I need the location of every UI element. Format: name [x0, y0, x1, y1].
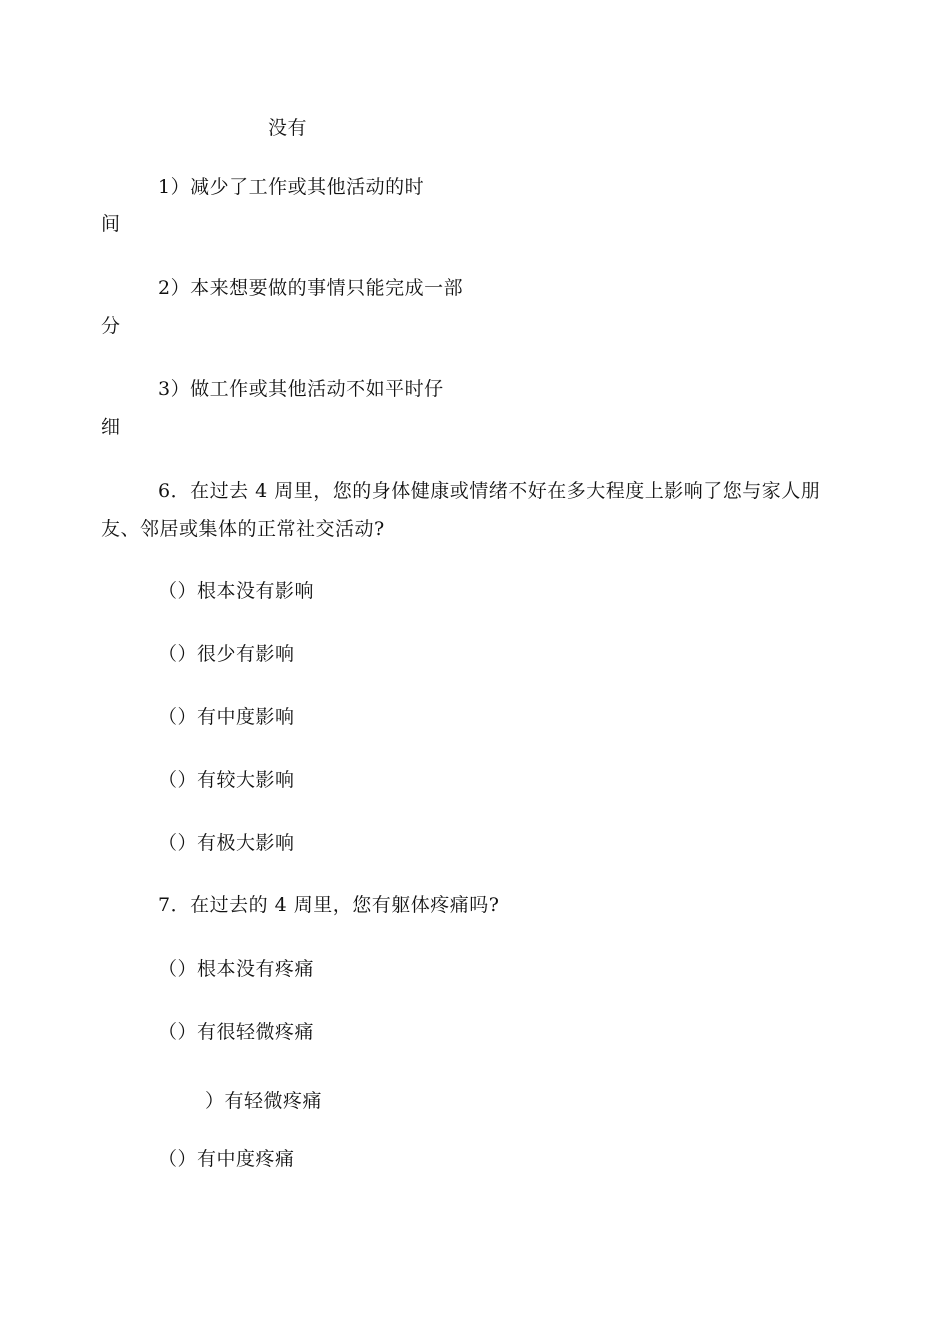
- q7-option-2[interactable]: （）有很轻微疼痛: [158, 1021, 315, 1043]
- item-3-text: 3）做工作或其他活动不如平时仔: [158, 378, 444, 400]
- q6-option-3[interactable]: （）有中度影响: [158, 706, 295, 728]
- question-6-line-2: 友、邻居或集体的正常社交活动?: [101, 518, 385, 540]
- item-1-text: 1）减少了工作或其他活动的时: [158, 176, 425, 198]
- q6-option-2[interactable]: （）很少有影响: [158, 643, 295, 665]
- question-7: 7．在过去的 4 周里，您有躯体疼痛吗?: [158, 894, 500, 916]
- item-1-wrap: 间: [101, 213, 121, 235]
- q7-option-1[interactable]: （）根本没有疼痛: [158, 958, 315, 980]
- q7-option-3[interactable]: ）有轻微疼痛: [205, 1090, 323, 1112]
- q6-option-4[interactable]: （）有较大影响: [158, 769, 295, 791]
- item-3-wrap: 细: [101, 416, 121, 438]
- q6-option-5[interactable]: （）有极大影响: [158, 832, 295, 854]
- column-header-none: 没有: [268, 117, 308, 139]
- question-6-line-1: 6．在过去 4 周里，您的身体健康或情绪不好在多大程度上影响了您与家人朋: [158, 480, 821, 502]
- q7-option-4[interactable]: （）有中度疼痛: [158, 1148, 295, 1170]
- item-2-text: 2）本来想要做的事情只能完成一部: [158, 277, 464, 299]
- q6-option-1[interactable]: （）根本没有影响: [158, 580, 315, 602]
- item-2-wrap: 分: [101, 315, 121, 337]
